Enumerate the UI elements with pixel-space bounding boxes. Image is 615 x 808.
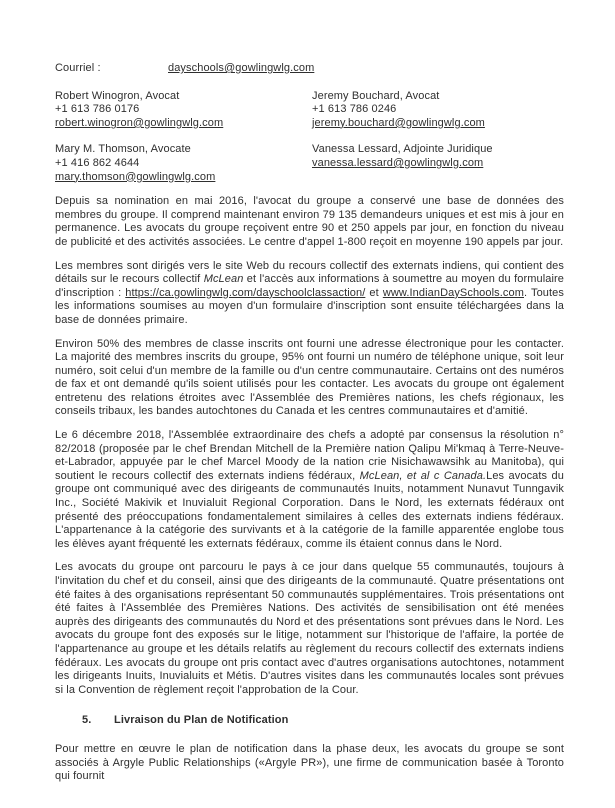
paragraph-text: et (365, 286, 383, 299)
paragraph-text: Les membres sont dirigés vers le site Web du recours collectif des externats indiens, qui contient des détails sur le recours collectif (55, 259, 564, 286)
paragraph (55, 743, 564, 784)
paragraph (55, 338, 564, 420)
person-name: Robert Winogron, Avocat (55, 89, 180, 102)
person-email-link[interactable]: mary.thomson@gowlingwlg.com (55, 170, 216, 183)
courriel-label: Courriel : (55, 62, 101, 74)
paragraph-text: Pour mettre en œuvre le plan de notification dans la phase deux, les avocats du groupe se sont associés à Argyle Public Relationships («Argyle PR»), une firme de communication basée à Toronto qui fournit (55, 742, 564, 783)
document-body (55, 195, 564, 784)
contact-mary-thomson (55, 143, 312, 184)
person-email-link[interactable]: robert.winogron@gowlingwlg.com (55, 116, 224, 129)
document-content (55, 62, 564, 794)
courriel-row (55, 62, 564, 76)
paragraph (55, 260, 564, 328)
link-url[interactable]: www.IndianDaySchools.com (382, 286, 524, 299)
case-citation: McLean, et al c Canada. (359, 469, 487, 482)
person-email-link[interactable]: jeremy.bouchard@gowlingwlg.com (312, 116, 485, 129)
link-url[interactable]: https://ca.gowlingwlg.com/dayschoolclassaction/ (125, 286, 366, 299)
paragraph-text: Le 6 décembre 2018, l'Assemblée extraordinaire des chefs a adopté par consensus la résolution n° 82/2018 (proposée par le chef Brendan Mitchell de la Première nation Qalipu Mi'kmaq à Terre-Neuve-et-Labrador, appuyée par le chef Marcel Moody de la nation crie Nisichawawsihk au Manitoba), qui soutient le recours collectif des externats indiens fédéraux, (55, 429, 564, 482)
paragraph (55, 195, 564, 249)
paragraph-text: et l'accès aux informations à soumettre au moyen du formulaire d'inscription : (55, 273, 565, 299)
person-phone: +1 613 786 0176 (55, 103, 140, 116)
paragraph (55, 429, 564, 551)
person-phone: +1 416 862 4644 (55, 156, 140, 169)
paragraph-text: Depuis sa nomination en mai 2016, l'avocat du groupe a conservé une base de données des membres du groupe. Il comprend maintenant environ 79 135 demandeurs uniques et est mis à jour en permanence. Les avocats du groupe reçoivent entre 90 et 250 appels par jour, en fonction du niveau de publicité et des activités associées. Le centre d'appel 1-800 reçoit en moyenne 190 appels par jour. (55, 195, 564, 248)
paragraph-text: Les avocats du groupe ont communiqué avec des dirigeants de communautés Inuits, notamment Nunavut Tunngavik Inc., Société Makivik et Inuvialuit Regional Corporation. Dans le Nord, les externats fédéraux ont présenté des préoccupations fondamentalement similaires à celles des externats indiens fédéraux. L'appartenance à la catégorie des survivants et à la catégorie de la famille apparentée englobe tous les élèves ayant fréquenté les externats fédéraux, comme ils étaient connus dans le Nord. (55, 469, 564, 550)
paragraph (55, 561, 564, 697)
contact-jeremy-bouchard (312, 90, 564, 131)
contact-robert-winogron (55, 90, 312, 131)
section-number: 5. (82, 714, 92, 727)
section-heading (55, 714, 564, 728)
paragraph-text: Les avocats du groupe ont parcouru le pays à ce jour dans quelque 55 communautés, toujours à l'invitation du chef et du conseil, ainsi que des dirigeants de la communauté. Quatre présentations ont été faites à des organisations représentant 50 communautés supplémentaires. Trois présentations ont été faites à l'Assemblée des Premières Nations. Des activités de sensibilisation ont été menées auprès des dirigeants des communautés du Nord et des présentations sont prévues dans le Nord. Les avocats du groupe font des exposés sur le litige, notamment sur l'historique de l'affaire, la portée de l'appartenance au groupe et les détails relatifs au règlement du recours collectif des externats indiens fédéraux. Les avocats du groupe ont pris contact avec d'autres organisations autochtones, notamment les dirigeants Inuits, Inuvialuits et Métis. D'autres visites dans les communautés locales sont prévues si la Convention de règlement reçoit l'approbation de la Cour. (55, 561, 564, 696)
paragraph-text: Environ 50% des membres de classe inscrits ont fourni une adresse électronique pour les contacter. La majorité des membres inscrits du groupe, 95% ont fourni un numéro de téléphone unique, soit leur numéro, soit celui d'un membre de la famille ou d'un centre communautaire. Certains ont des numéros de fax et ont demandé qu'ils soient utilisés pour les contacter. Les avocats du groupe ont également entretenu des relations étroites avec l'Assemblée des Premières nations, les chefs régionaux, les conseils tribaux, les bandes autochtones du Canada et les centres communautaires et d'amitié. (55, 337, 564, 418)
contact-grid (55, 90, 564, 185)
section-title: Livraison du Plan de Notification (114, 714, 289, 727)
contact-vanessa-lessard (312, 143, 564, 184)
person-name: Mary M. Thomson, Avocate (55, 143, 191, 156)
person-name: Vanessa Lessard, Adjointe Juridique (312, 143, 493, 156)
person-name: Jeremy Bouchard, Avocat (312, 89, 440, 102)
group-email-link[interactable]: dayschools@gowlingwlg.com (168, 62, 315, 74)
case-citation: McLean (203, 273, 244, 286)
paragraph-text: . Toutes les informations soumises au moyen d'un formulaire d'inscription sont ensuite téléchargées dans la base de données primaire. (55, 286, 565, 326)
person-phone: +1 613 786 0246 (312, 103, 397, 116)
person-email-link[interactable]: vanessa.lessard@gowlingwlg.com (312, 156, 484, 169)
